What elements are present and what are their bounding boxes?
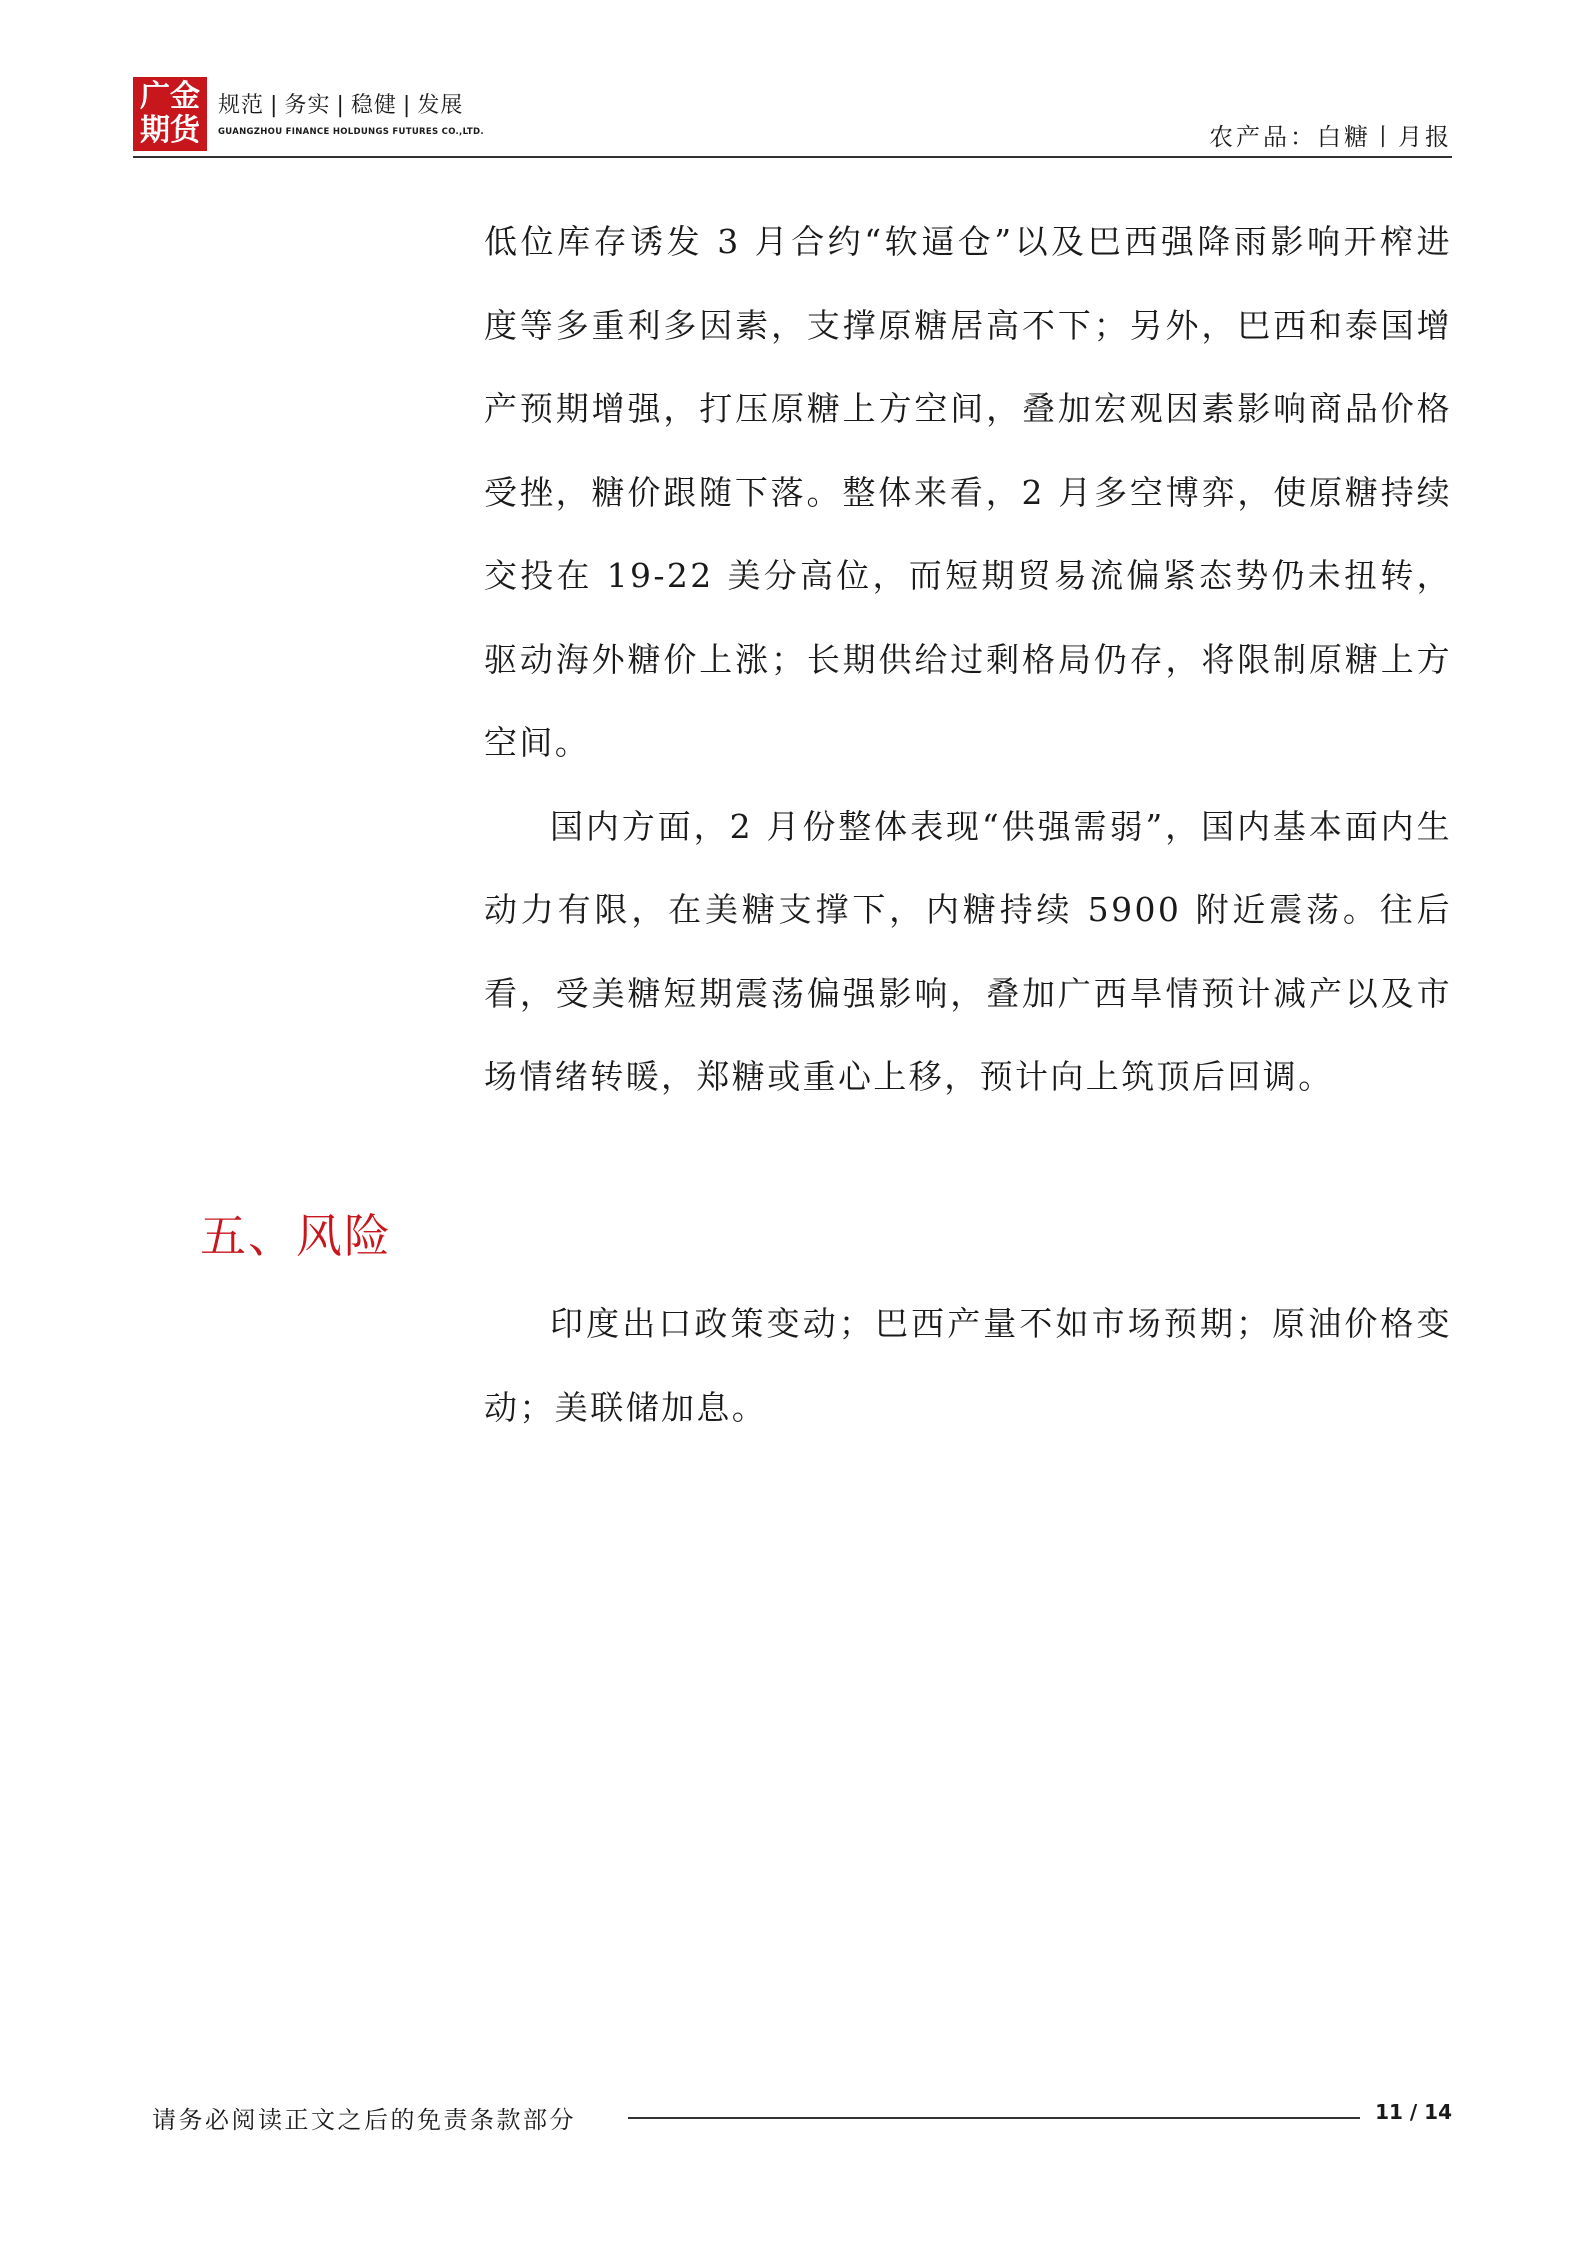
risk-section (484, 1282, 1452, 1449)
slogan-separator: | (270, 93, 279, 118)
paragraph-domestic: 国内方面，2 月份整体表现“供强需弱”，国内基本面内生动力有限，在美糖支撑下，内糖持续 5900 附近震荡。往后看，受美糖短期震荡偏强影响，叠加广西旱情预计减产以及市场情绪转暖，郑糖或重心上移，预计向上筑顶后回调。 (484, 806, 1452, 1096)
report-category: 农产品：白糖丨月报 (1209, 123, 1452, 151)
slogan-word: 发展 (417, 93, 464, 118)
company-slogan (218, 88, 463, 119)
slogan-separator: | (336, 93, 345, 118)
footer-divider (628, 2117, 1360, 2119)
logo-text-line2: 期货 (140, 113, 200, 148)
main-content (484, 200, 1452, 1119)
page-number: 11 / 14 (1375, 2100, 1452, 2124)
header-divider (133, 156, 1452, 158)
slogan-separator: | (402, 93, 412, 118)
company-logo (133, 77, 207, 151)
paragraph-risk: 印度出口政策变动；巴西产量不如市场预期；原油价格变动；美联储加息。 (484, 1304, 1452, 1427)
section-title-risk: 五、风险 (200, 1209, 392, 1263)
slogan-word: 务实 (284, 93, 331, 118)
slogan-word: 规范 (218, 93, 265, 118)
slogan-word: 稳健 (350, 93, 397, 118)
footer-disclaimer: 请务必阅读正文之后的免责条款部分 (152, 2106, 576, 2134)
paragraph-raw-sugar: 低位库存诱发 3 月合约“软逼仓”以及巴西强降雨影响开榨进度等多重利多因素，支撑原糖居高不下；另外，巴西和泰国增产预期增强，打压原糖上方空间，叠加宏观因素影响商品价格受挫，糖价跟随下落。整体来看，2 月多空博弈，使原糖持续交投在 19-22 美分高位，而短期贸易流偏紧态势仍未扭转，驱动海外糖价上涨；长期供给过剩格局仍存，将限制原糖上方空间。 (484, 222, 1452, 762)
logo-text-line1: 广金 (140, 79, 200, 114)
company-english-name: GUANGZHOU FINANCE HOLDUNGS FUTURES CO.,LTD. (218, 127, 484, 137)
